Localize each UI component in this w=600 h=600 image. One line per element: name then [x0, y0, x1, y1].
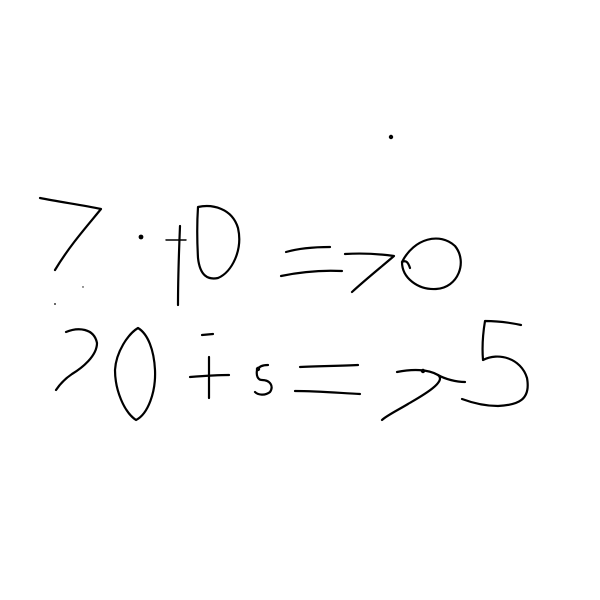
- digit-5-dot: [256, 367, 260, 371]
- stray-dot-left: [54, 303, 56, 305]
- multiply-dot: [139, 235, 144, 240]
- digit-2-dot: [421, 369, 425, 373]
- stray-dot-top: [389, 135, 393, 139]
- stray-dot-left-2: [82, 286, 83, 287]
- divide-dot-top: [202, 334, 213, 335]
